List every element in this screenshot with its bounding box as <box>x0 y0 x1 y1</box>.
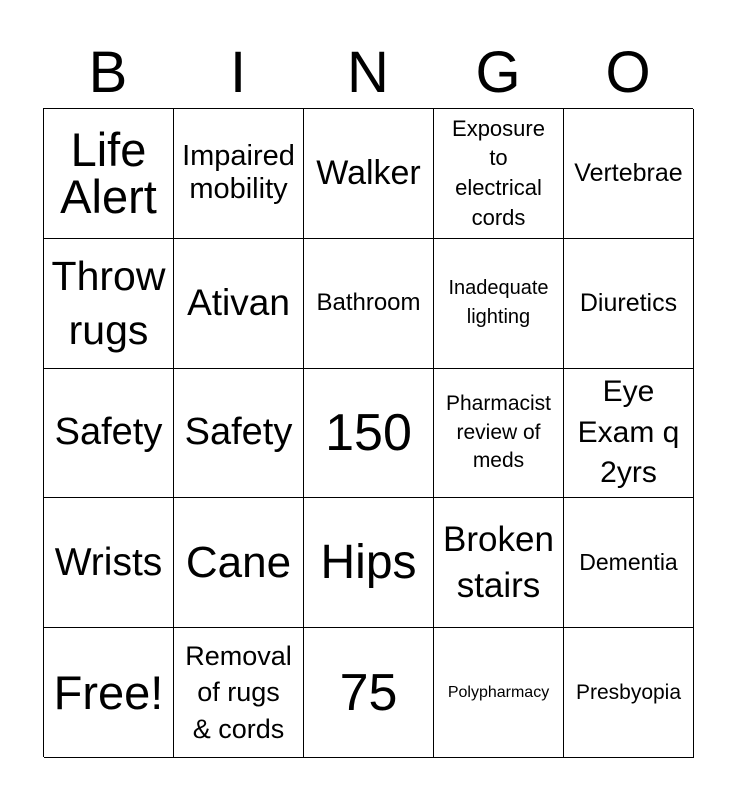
cell-text: Polypharmacy <box>447 683 550 701</box>
bingo-cell-r1-c4[interactable] <box>434 109 564 239</box>
bingo-cell-r4-c5[interactable] <box>564 498 694 628</box>
bingo-cell-r2-c2[interactable] <box>174 239 304 369</box>
bingo-cell-r3-c4[interactable] <box>434 369 564 499</box>
bingo-cell-r3-c2[interactable] <box>174 369 304 499</box>
bingo-header <box>43 38 693 108</box>
cell-text: Presbyopia <box>575 680 682 704</box>
header-letter-o: O <box>605 40 651 105</box>
cell-text: Safety <box>54 411 163 454</box>
bingo-cell-r2-c3[interactable] <box>304 239 434 369</box>
cell-text: Walker <box>316 153 421 192</box>
bingo-cell-r3-c5[interactable] <box>564 369 694 499</box>
bingo-card-grid <box>43 108 693 757</box>
cell-text: Exposure to electrical cords <box>452 115 545 231</box>
cell-text: Cane <box>185 537 292 587</box>
cell-text: Ativan <box>187 281 290 323</box>
header-letter-n: N <box>347 40 389 105</box>
bingo-cell-r2-c4[interactable] <box>434 239 564 369</box>
bingo-cell-r1-c5[interactable] <box>564 109 694 239</box>
cell-text: Diuretics <box>579 289 678 318</box>
cell-text: Wrists <box>54 540 163 584</box>
cell-text: 75 <box>339 663 398 722</box>
bingo-cell-r1-c2[interactable] <box>174 109 304 239</box>
bingo-cell-r5-c3[interactable] <box>304 628 434 758</box>
bingo-cell-r4-c4[interactable] <box>434 498 564 628</box>
bingo-cell-r4-c1[interactable] <box>44 498 174 628</box>
bingo-cell-r5-c4[interactable] <box>434 628 564 758</box>
cell-text: 150 <box>325 403 412 462</box>
cell-text: Bathroom <box>316 288 421 316</box>
cell-text: Removal of rugs & cords <box>185 640 292 744</box>
cell-text: Inadequate lighting <box>448 277 549 329</box>
bingo-cell-r1-c3[interactable] <box>304 109 434 239</box>
header-letter-g: G <box>475 40 521 105</box>
cell-text: Dementia <box>579 549 678 576</box>
cell-text: Broken stairs <box>443 520 554 605</box>
cell-text: Hips <box>320 536 417 590</box>
cell-text: Eye Exam q 2yrs <box>577 374 680 490</box>
header-letter-i: I <box>229 40 247 105</box>
bingo-cell-r5-c2[interactable] <box>174 628 304 758</box>
header-letter-b: B <box>88 40 128 105</box>
bingo-cell-r5-c1[interactable] <box>44 628 174 758</box>
bingo-cell-r5-c5[interactable] <box>564 628 694 758</box>
bingo-cell-r2-c1[interactable] <box>44 239 174 369</box>
cell-text: Throw rugs <box>51 253 166 354</box>
bingo-cell-r3-c3[interactable] <box>304 369 434 499</box>
bingo-cell-r4-c3[interactable] <box>304 498 434 628</box>
cell-text: Pharmacist review of meds <box>445 391 552 473</box>
cell-text: Vertebrae <box>574 159 683 188</box>
bingo-cell-r3-c1[interactable] <box>44 369 174 499</box>
bingo-cell-r2-c5[interactable] <box>564 239 694 369</box>
cell-text: Life Alert <box>60 123 157 224</box>
cell-text: Free! <box>53 666 164 720</box>
cell-text: Safety <box>184 411 293 454</box>
bingo-cell-r1-c1[interactable] <box>44 109 174 239</box>
cell-text: Impaired mobility <box>182 139 295 206</box>
bingo-cell-r4-c2[interactable] <box>174 498 304 628</box>
